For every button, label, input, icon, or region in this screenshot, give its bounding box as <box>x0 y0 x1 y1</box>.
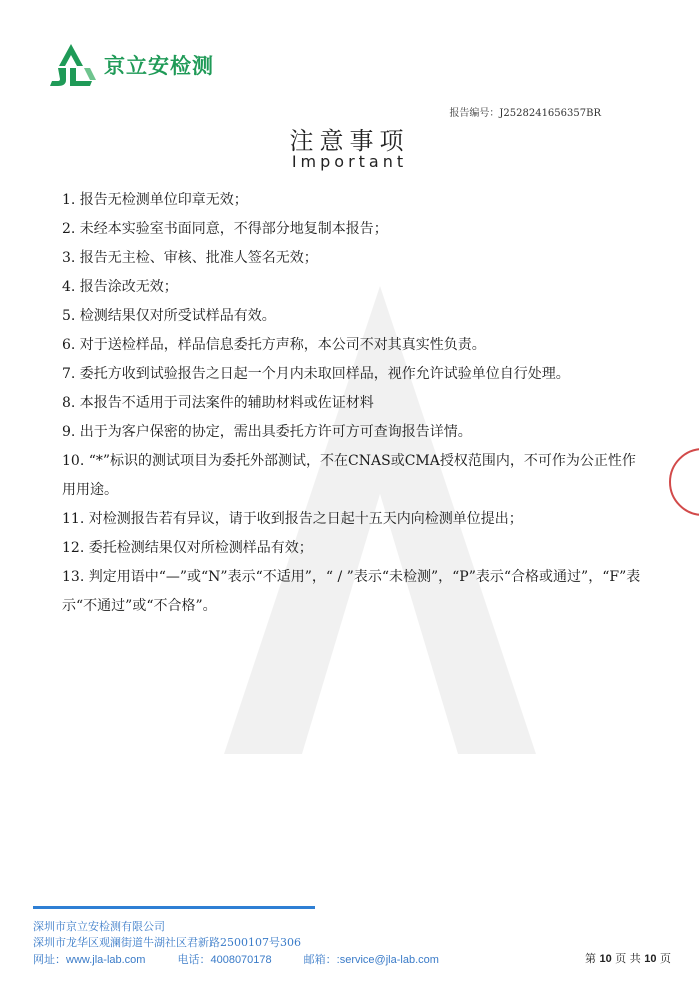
website-link[interactable]: www.jla-lab.com <box>66 954 146 966</box>
page-title: 注意事项 <box>289 127 410 155</box>
footer-contacts <box>33 951 471 967</box>
page-number <box>585 950 671 966</box>
company-name: 京立安检测 <box>104 54 214 78</box>
footer-email <box>304 951 439 967</box>
footer-info <box>33 919 301 951</box>
company-logo <box>44 42 214 88</box>
page-prefix: 第 <box>585 952 600 965</box>
notice-item: 12. 委托检测结果仅对所检测样品有效； <box>62 540 313 556</box>
page-current: 10 <box>599 953 612 965</box>
page-total: 10 <box>644 953 657 965</box>
notice-item: 6. 对于送检样品，样品信息委托方声称，本公司不对其真实性负责。 <box>62 337 486 353</box>
email-link[interactable]: :service@jla-lab.com <box>336 954 439 966</box>
phone-label: 电话： <box>177 953 211 966</box>
footer-address: 深圳市龙华区观澜街道牛湖社区君新路2500107号306 <box>33 936 301 949</box>
website-label: 网址： <box>33 953 66 966</box>
notice-item: 3. 报告无主检、审核、批准人签名无效； <box>62 250 318 266</box>
email-label: 邮箱： <box>303 953 337 966</box>
notice-item: 10. “*”标识的测试项目为委托外部测试，不在CNAS或CMA授权范围内，不可作为公正性作用用途。 <box>62 453 636 498</box>
notice-list <box>62 186 642 621</box>
footer-phone <box>177 951 271 967</box>
logo-mark-icon <box>44 42 98 88</box>
footer-divider <box>33 906 315 909</box>
footer-website <box>33 951 145 967</box>
footer-company: 深圳市京立安检测有限公司 <box>33 920 165 933</box>
page-subtitle: Important <box>291 152 408 171</box>
notice-item: 4. 报告涂改无效； <box>62 279 178 295</box>
notice-item: 9. 出于为客户保密的协定，需出具委托方许可方可查询报告详情。 <box>62 424 472 440</box>
page-suffix: 页 <box>656 952 671 965</box>
phone-number: 4008070178 <box>210 954 272 966</box>
notice-item: 11. 对检测报告若有异议，请于收到报告之日起十五天内向检测单位提出； <box>62 511 523 527</box>
notice-item: 13. 判定用语中“—”或“N”表示“不适用”，“ / ”表示“未检测”，“P”表示“合格或通过”，“F”表示“不通过”或“不合格”。 <box>62 569 641 614</box>
notice-item: 2. 未经本实验室书面同意，不得部分地复制本报告； <box>62 221 388 237</box>
page-middle: 页 共 <box>611 952 645 965</box>
notice-item: 8. 本报告不适用于司法案件的辅助材料或佐证材料 <box>62 395 374 411</box>
report-number: 报告编号：J2528241656357BR <box>449 108 601 119</box>
notice-item: 1. 报告无检测单位印章无效； <box>62 192 248 208</box>
notice-item: 5. 检测结果仅对所受试样品有效。 <box>62 308 276 324</box>
seal-stamp <box>669 448 699 516</box>
notice-item: 7. 委托方收到试验报告之日起一个月内未取回样品，视作允许试验单位自行处理。 <box>62 366 570 382</box>
